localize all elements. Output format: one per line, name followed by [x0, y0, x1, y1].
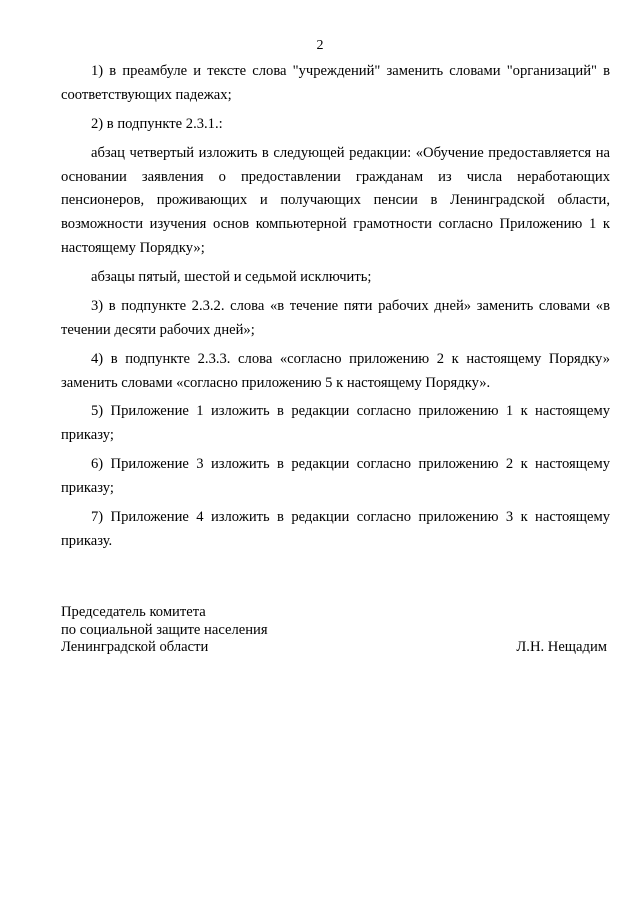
paragraph-item-3: 3) в подпункте 2.3.2. слова «в течение пяти рабочих дней» заменить словами «в течении десяти рабочих дней»;	[61, 297, 610, 338]
signer-name: Л.Н. Нещадим	[516, 639, 607, 655]
signer-row	[61, 639, 607, 657]
paragraph-item-7: 7) Приложение 4 изложить в редакции согласно приложению 3 к настоящему приказу.	[61, 509, 610, 549]
paragraph-item-4: 4) в подпункте 2.3.3. слова «согласно приложению 2 к настоящему Порядку» заменить словами «согласно приложению 5 к настоящему Порядку».	[61, 350, 610, 391]
paragraph-item-2-1: абзац четвертый изложить в следующей редакции: «Обучение предоставляется на основании заявления о предоставлении гражданам из числа неработающих пенсионеров, проживающих и получающих пенсии в Ленинградской области, возможности изучения основ компьютерной грамотности согласно Приложению 1 к настоящему Порядку»;	[61, 144, 610, 256]
paragraph-item-1: 1) в преамбуле и тексте слова "учреждений" заменить словами "организаций" в соответствующих падежах;	[61, 63, 610, 103]
paragraph-item-5: 5) Приложение 1 изложить в редакции согласно приложению 1 к настоящему приказу;	[61, 403, 610, 444]
signature-block	[61, 604, 607, 657]
signer-title-line-1: Председатель комитета	[61, 604, 206, 620]
paragraph-item-2-2: абзацы пятый, шестой и седьмой исключить;	[91, 268, 372, 285]
paragraph-item-6: 6) Приложение 3 изложить в редакции согласно приложению 2 к настоящему приказу;	[61, 456, 610, 497]
document-body	[61, 60, 610, 559]
paragraph-item-2: 2) в подпункте 2.3.1.:	[91, 115, 223, 132]
signer-title-line-2: по социальной защите населения	[61, 621, 268, 638]
page-number: 2	[316, 38, 324, 53]
signer-title-line-3: Ленинградской области	[61, 639, 209, 655]
